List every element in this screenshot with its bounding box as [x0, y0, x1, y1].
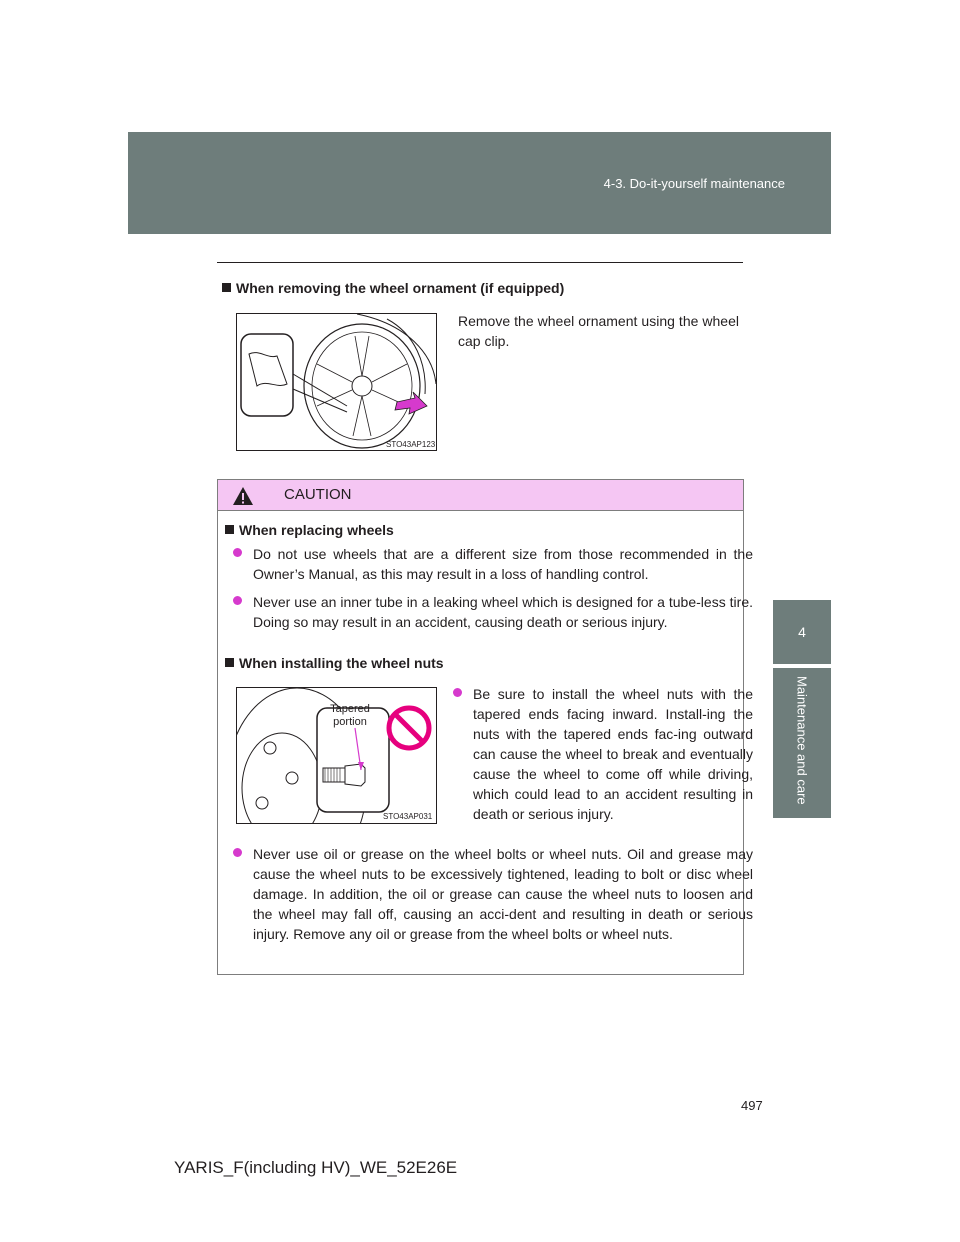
divider-line	[217, 262, 743, 263]
chapter-number-tab: 4	[773, 600, 831, 664]
caution-bullet	[453, 684, 753, 824]
caution-subtitle-nuts	[225, 655, 444, 671]
page-number: 497	[741, 1098, 763, 1113]
caution-box	[217, 479, 753, 975]
caution-bullet	[233, 544, 753, 584]
caution-bullet	[233, 844, 753, 944]
bullet-dot-icon	[453, 688, 462, 697]
caution-bullet	[233, 592, 753, 632]
bullet-dot-icon	[233, 596, 242, 605]
bullet-text: Do not use wheels that are a different size from those recommended in the Owner’s Manual, as this may result in a loss of handling control.	[253, 546, 753, 582]
bullet-dot-icon	[233, 548, 242, 557]
section-title	[222, 280, 564, 296]
square-bullet-icon	[225, 525, 234, 534]
caution-subtitle-text: When installing the wheel nuts	[239, 655, 444, 671]
section-heading: 4-3. Do-it-yourself maintenance	[603, 176, 785, 191]
caution-subtitle-text: When replacing wheels	[239, 522, 394, 538]
figure-code: STO43AP123	[386, 440, 436, 449]
figure-label: Tapered portion	[330, 703, 370, 728]
section-title-text: When removing the wheel ornament (if equipped)	[236, 280, 565, 296]
bullet-text: Be sure to install the wheel nuts with the tapered ends facing inward. Install-ing the nuts with the tapered ends fac-ing outward can cause the wheel to break and eventually cause the wheel to come off while driving, which could lead to an accident resulting in death or serious injury.	[473, 686, 753, 822]
wheel-ornament-drawing	[237, 314, 436, 450]
square-bullet-icon	[222, 283, 231, 292]
bullet-text: Never use oil or grease on the wheel bolts or wheel nuts. Oil and grease may cause the wheel nuts to be excessively tightened, leading to bolt or disc wheel damage. In addition, the oil or grease can cause the wheel nuts to loosen and the wheel may fall off, causing an acci-dent and resulting in death or serious injury. Remove any oil or grease from the wheel bolts or wheel nuts.	[253, 846, 753, 942]
bullet-dot-icon	[233, 848, 242, 857]
instruction-text: Remove the wheel ornament using the wheel cap clip.	[458, 313, 739, 349]
wheel-nut-illustration	[236, 687, 437, 824]
caution-label: CAUTION	[284, 486, 352, 503]
figure-code: STO43AP031	[383, 812, 433, 821]
caution-header	[218, 480, 743, 511]
caution-subtitle-replacing	[225, 522, 394, 538]
square-bullet-icon	[225, 658, 234, 667]
warning-triangle-icon	[232, 486, 254, 506]
wheel-ornament-illustration	[236, 313, 437, 451]
chapter-tab	[773, 668, 831, 818]
chapter-tab-label: Maintenance and care	[794, 676, 810, 805]
document-footer: YARIS_F(including HV)_WE_52E26E	[174, 1158, 458, 1177]
header-band	[128, 132, 831, 234]
bullet-text: Never use an inner tube in a leaking wheel which is designed for a tube-less tire. Doing so may result in an accident, causing death or serious injury.	[253, 594, 753, 630]
